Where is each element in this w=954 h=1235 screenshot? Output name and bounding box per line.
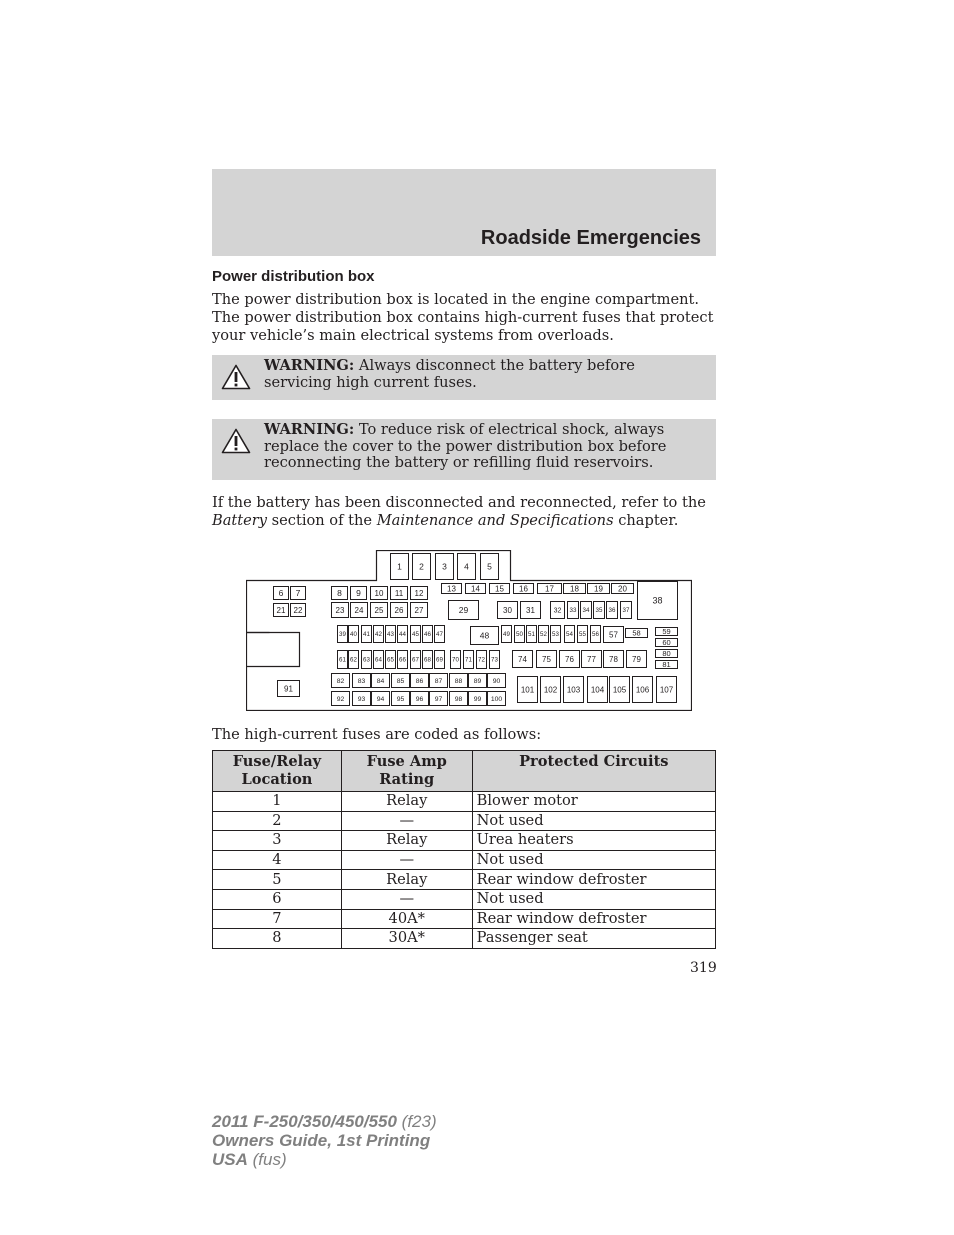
warning-label: WARNING: <box>264 421 355 438</box>
protected-circuit-cell: Not used <box>472 889 715 909</box>
footer-market: USA <box>212 1150 248 1169</box>
fuse-number-label: 71 <box>465 656 472 664</box>
fuse-slot-2 <box>413 554 431 580</box>
fuse-number-label: 68 <box>424 656 431 664</box>
fuse-slot-106 <box>633 677 653 703</box>
fuse-number-label: 64 <box>375 656 382 664</box>
fuse-slot-102 <box>541 677 561 703</box>
fuse-number-label: 80 <box>662 649 671 659</box>
fuse-slot-55 <box>578 626 588 643</box>
fuse-slot-82 <box>332 674 350 688</box>
fuse-slot-46 <box>423 626 433 643</box>
fuse-slot-60 <box>656 638 678 647</box>
fuse-number-label: 45 <box>412 631 419 639</box>
fuse-number-label: 99 <box>473 695 482 703</box>
fuse-number-label: 97 <box>434 695 443 703</box>
fuse-slot-8 <box>332 587 348 600</box>
fuse-slot-33 <box>568 602 579 619</box>
table-row <box>213 929 716 949</box>
fuse-slot-1 <box>391 554 409 580</box>
fuse-slot-10 <box>371 587 388 600</box>
footer <box>212 1112 437 1169</box>
fuse-number-label: 44 <box>399 631 406 639</box>
warning-label: WARNING: <box>264 357 355 374</box>
fuse-slot-89 <box>469 674 487 688</box>
fuse-slot-34 <box>581 602 592 619</box>
protected-circuit-cell: Passenger seat <box>472 929 715 949</box>
fuse-rating-cell: — <box>341 811 472 831</box>
fuse-slot-104 <box>588 677 608 703</box>
fuse-slot-58 <box>626 629 648 638</box>
fuse-number-label: 77 <box>587 654 596 664</box>
fuse-number-label: 20 <box>618 584 627 594</box>
fuse-slot-47 <box>435 626 445 643</box>
fuse-number-label: 78 <box>609 654 618 664</box>
fuse-slot-71 <box>464 651 474 669</box>
fuse-rating-cell: Relay <box>341 870 472 890</box>
fuse-number-label: 9 <box>356 588 361 599</box>
fuse-number-label: 73 <box>491 656 498 664</box>
column-header-rating: Fuse Amp Rating <box>341 751 472 792</box>
fuse-slot-27 <box>411 603 428 618</box>
fuse-number-label: 30 <box>503 605 512 615</box>
fuse-number-label: 22 <box>293 605 303 615</box>
fuse-number-label: 46 <box>424 631 431 639</box>
warning-box-2 <box>212 419 716 480</box>
fuse-number-label: 27 <box>414 605 424 615</box>
fuse-slot-5 <box>481 554 499 580</box>
warning-triangle-icon <box>221 364 251 390</box>
fuse-number-label: 7 <box>295 588 301 599</box>
fuse-number-label: 74 <box>518 654 527 664</box>
fuse-number-label: 36 <box>608 607 616 615</box>
fuse-number-label: 8 <box>337 588 342 599</box>
fuse-slot-22 <box>291 604 306 617</box>
fuse-number-label: 13 <box>447 584 456 594</box>
fuse-slot-96 <box>411 692 429 706</box>
fuse-number-label: 42 <box>375 631 382 639</box>
fuse-rating-cell: 30A* <box>341 929 472 949</box>
fuse-number-label: 84 <box>376 677 385 685</box>
table-row <box>213 811 716 831</box>
column-header-location: Fuse/Relay Location <box>213 751 342 792</box>
fuse-number-label: 58 <box>632 628 641 638</box>
protected-circuit-cell: Rear window defroster <box>472 870 715 890</box>
fuse-slot-69 <box>435 651 445 669</box>
fuse-slot-6 <box>274 587 289 600</box>
fuse-slot-74 <box>513 651 533 668</box>
fuse-number-label: 14 <box>471 584 480 594</box>
page-number: 319 <box>690 960 717 976</box>
fuse-slot-93 <box>353 692 371 706</box>
fuse-slot-80 <box>656 649 678 658</box>
fuse-slot-32 <box>551 602 565 619</box>
fuse-slot-21 <box>274 604 289 617</box>
fuse-number-label: 37 <box>622 607 630 615</box>
fuse-number-label: 107 <box>659 685 674 695</box>
fuse-slot-25 <box>371 603 388 618</box>
footer-model-code: (f23) <box>396 1112 437 1131</box>
fuse-slot-15 <box>490 584 510 594</box>
fuse-slot-65 <box>386 651 396 669</box>
fuse-slot-3 <box>436 554 454 580</box>
fuse-location-cell: 6 <box>213 889 342 909</box>
fuse-number-label: 85 <box>396 677 405 685</box>
fuse-number-label: 89 <box>473 677 482 685</box>
fuse-number-label: 17 <box>545 584 554 594</box>
fuse-number-label: 94 <box>376 695 385 703</box>
fuse-location-cell: 5 <box>213 870 342 890</box>
fuse-number-label: 31 <box>526 605 535 615</box>
fuse-number-label: 98 <box>454 695 463 703</box>
fuse-number-label: 39 <box>339 631 346 639</box>
fuse-number-label: 25 <box>374 605 384 615</box>
fuse-number-label: 60 <box>662 638 671 648</box>
fuse-slot-24 <box>351 603 368 618</box>
fuse-slot-88 <box>450 674 468 688</box>
protected-circuit-cell: Rear window defroster <box>472 909 715 929</box>
fuse-slot-79 <box>627 651 647 668</box>
fuse-number-label: 23 <box>335 605 345 615</box>
fuse-box-diagram <box>246 550 692 711</box>
fuse-rating-cell: — <box>341 850 472 870</box>
fuse-number-label: 95 <box>396 695 405 703</box>
fuse-number-label: 3 <box>442 561 447 572</box>
fuse-location-cell: 3 <box>213 831 342 851</box>
fuse-slot-92 <box>332 692 350 706</box>
fuse-slot-78 <box>604 651 624 668</box>
fuse-slot-13 <box>442 584 462 594</box>
fuse-slot-19 <box>588 584 610 594</box>
fuse-number-label: 100 <box>490 695 503 703</box>
fuse-slot-26 <box>391 603 408 618</box>
fuse-slot-87 <box>430 674 448 688</box>
table-row <box>213 792 716 812</box>
fuse-number-label: 29 <box>458 605 469 616</box>
fuse-slot-83 <box>353 674 371 688</box>
fuse-number-label: 59 <box>662 627 671 637</box>
table-row <box>213 831 716 851</box>
fuse-slot-29 <box>449 601 479 620</box>
table-intro: The high-current fuses are coded as follows: <box>212 726 542 743</box>
fuse-slot-73 <box>490 651 500 669</box>
warning-triangle-icon <box>221 428 251 454</box>
fuse-slot-100 <box>488 692 506 706</box>
fuse-number-label: 35 <box>595 607 603 615</box>
fuse-number-label: 4 <box>464 561 469 572</box>
fuse-number-label: 18 <box>570 584 579 594</box>
fuse-number-label: 19 <box>594 584 603 594</box>
fuse-number-label: 79 <box>632 654 641 664</box>
fuse-number-label: 34 <box>582 607 590 615</box>
chapter-ref: Maintenance and Specifications <box>376 512 614 529</box>
fuse-number-label: 75 <box>542 654 551 664</box>
fuse-number-label: 106 <box>635 685 650 695</box>
fuse-slot-49 <box>502 626 512 643</box>
fuse-slot-43 <box>386 626 396 643</box>
fuse-number-label: 82 <box>336 677 345 685</box>
fuse-number-label: 32 <box>553 607 562 615</box>
fuse-slot-84 <box>372 674 390 688</box>
fuse-slot-12 <box>411 587 428 600</box>
fuse-location-cell: 7 <box>213 909 342 929</box>
fuse-number-label: 91 <box>284 684 293 694</box>
fuse-slot-72 <box>477 651 487 669</box>
fuse-slot-38 <box>638 582 678 620</box>
fuse-number-label: 11 <box>394 588 404 598</box>
fuse-slot-68 <box>423 651 433 669</box>
fuse-slot-57 <box>604 627 624 643</box>
protected-circuit-cell: Not used <box>472 850 715 870</box>
fuse-number-label: 69 <box>436 656 443 664</box>
protected-circuit-cell: Not used <box>472 811 715 831</box>
fuse-number-label: 1 <box>397 561 402 572</box>
fuse-slot-51 <box>527 626 537 643</box>
footer-guide: Owners Guide, 1st Printing <box>212 1131 431 1150</box>
fuse-number-label: 104 <box>590 685 605 695</box>
fuse-number-label: 40 <box>350 631 357 639</box>
fuse-number-label: 102 <box>543 685 558 695</box>
fuse-slot-94 <box>372 692 390 706</box>
fuse-number-label: 50 <box>516 631 523 639</box>
fuse-rating-cell: Relay <box>341 831 472 851</box>
table-row <box>213 909 716 929</box>
fuse-location-cell: 8 <box>213 929 342 949</box>
fuse-slot-103 <box>564 677 584 703</box>
fuse-number-label: 41 <box>363 631 370 639</box>
warning-box-1 <box>212 355 716 400</box>
table-row <box>213 850 716 870</box>
fuse-number-label: 88 <box>454 677 463 685</box>
fuse-slot-7 <box>291 587 306 600</box>
fuse-number-label: 76 <box>565 654 574 664</box>
fuse-slot-64 <box>374 651 384 669</box>
fuse-slot-61 <box>338 651 348 669</box>
fuse-slot-20 <box>612 584 634 594</box>
fuse-slot-95 <box>392 692 410 706</box>
fuse-number-label: 61 <box>339 656 346 664</box>
fuse-slot-31 <box>521 602 541 619</box>
fuse-slot-107 <box>657 677 677 703</box>
fuse-number-label: 51 <box>528 631 535 639</box>
battery-section-ref: Battery <box>212 512 268 529</box>
fuse-number-label: 87 <box>434 677 443 685</box>
fuse-number-label: 81 <box>662 660 671 670</box>
fuse-slot-97 <box>430 692 448 706</box>
fuse-location-cell: 1 <box>213 792 342 812</box>
section-heading: Power distribution box <box>212 268 375 285</box>
fuse-slot-105 <box>610 677 630 703</box>
fuse-number-label: 12 <box>414 588 424 598</box>
fuse-slot-62 <box>349 651 359 669</box>
fuse-number-label: 67 <box>412 656 419 664</box>
fuse-number-label: 70 <box>452 656 459 664</box>
fuse-number-label: 62 <box>350 656 357 664</box>
fuse-slot-44 <box>398 626 408 643</box>
fuse-number-label: 92 <box>336 695 345 703</box>
fuse-number-label: 63 <box>363 656 370 664</box>
fuse-slot-85 <box>392 674 410 688</box>
fuse-slot-67 <box>411 651 421 669</box>
fuse-slot-99 <box>469 692 487 706</box>
fuse-number-label: 93 <box>357 695 366 703</box>
fuse-number-label: 43 <box>387 631 394 639</box>
fuse-slot-91 <box>278 681 300 697</box>
fuse-number-label: 90 <box>492 677 501 685</box>
fuse-rating-cell: Relay <box>341 792 472 812</box>
fuse-slot-48 <box>471 627 499 645</box>
fuse-slot-75 <box>537 651 557 668</box>
fuse-number-label: 57 <box>609 630 618 640</box>
fuse-number-label: 65 <box>387 656 394 664</box>
fuse-location-cell: 4 <box>213 850 342 870</box>
fuse-number-label: 66 <box>399 656 406 664</box>
section-title: Roadside Emergencies <box>480 227 701 249</box>
fuse-slot-18 <box>564 584 586 594</box>
fuse-number-label: 6 <box>278 588 284 599</box>
fuse-number-label: 83 <box>357 677 366 685</box>
footer-model: 2011 F-250/350/450/550 <box>212 1112 397 1131</box>
fuse-rating-cell: — <box>341 889 472 909</box>
fuse-slot-56 <box>591 626 601 643</box>
fuse-slot-86 <box>411 674 429 688</box>
fuse-number-label: 16 <box>519 584 528 594</box>
footer-market-code: (fus) <box>247 1150 287 1169</box>
fuse-slot-50 <box>515 626 525 643</box>
fuse-slot-90 <box>488 674 506 688</box>
warning-text: To reduce risk of electrical shock, always replace the cover to the power distribution box before reconnecting the battery or refilling fluid reservoirs. <box>264 421 667 471</box>
fuse-slot-14 <box>466 584 486 594</box>
fuse-number-label: 24 <box>354 605 364 615</box>
fuse-slot-35 <box>594 602 605 619</box>
fuse-number-label: 38 <box>652 595 663 606</box>
fuse-slot-9 <box>351 587 367 600</box>
fuse-slot-63 <box>362 651 372 669</box>
fuse-number-label: 72 <box>478 656 485 664</box>
fuse-slot-17 <box>538 584 562 594</box>
fuse-number-label: 52 <box>540 631 547 639</box>
fuse-slot-98 <box>450 692 468 706</box>
fuse-slot-53 <box>551 626 561 643</box>
fuse-rating-cell: 40A* <box>341 909 472 929</box>
fuse-number-label: 48 <box>479 630 490 641</box>
reference-text: If the battery has been disconnected and reconnected, refer to the <box>212 494 706 511</box>
fuse-slot-81 <box>656 660 678 669</box>
fuse-number-label: 15 <box>495 584 504 594</box>
warning-text: Always disconnect the battery before servicing high current fuses. <box>264 357 635 391</box>
fuse-slot-30 <box>498 602 518 619</box>
fuse-slot-23 <box>332 603 349 618</box>
fuse-slot-37 <box>621 602 632 619</box>
fuse-slot-77 <box>582 651 602 668</box>
fuse-slot-16 <box>514 584 534 594</box>
fuse-number-label: 105 <box>612 685 627 695</box>
fuse-number-label: 53 <box>552 631 559 639</box>
fuse-number-label: 21 <box>276 605 286 615</box>
fuse-number-label: 47 <box>436 631 443 639</box>
fuse-slot-52 <box>539 626 549 643</box>
reference-paragraph <box>212 494 716 530</box>
fuse-number-label: 55 <box>579 631 586 639</box>
fuse-slot-39 <box>338 626 348 643</box>
fuse-number-label: 103 <box>566 685 581 695</box>
fuse-number-label: 49 <box>503 631 510 639</box>
protected-circuit-cell: Urea heaters <box>472 831 715 851</box>
reference-text: chapter. <box>613 512 679 529</box>
fuse-slot-45 <box>411 626 421 643</box>
table-row <box>213 870 716 890</box>
fuse-number-label: 54 <box>566 631 573 639</box>
fuse-slot-4 <box>458 554 476 580</box>
fuse-number-label: 33 <box>569 607 577 615</box>
fuse-slot-66 <box>398 651 408 669</box>
fuse-slot-59 <box>656 627 678 636</box>
reference-text: section of the <box>267 512 377 529</box>
table-row <box>213 889 716 909</box>
fuse-number-label: 56 <box>592 631 599 639</box>
fuse-table <box>212 750 716 949</box>
fuse-number-label: 101 <box>520 685 535 695</box>
fuse-slot-41 <box>362 626 372 643</box>
fuse-number-label: 5 <box>487 561 492 572</box>
fuse-slot-76 <box>560 651 580 668</box>
column-header-circuits: Protected Circuits <box>472 751 715 792</box>
fuse-slot-54 <box>565 626 575 643</box>
fuse-slot-42 <box>374 626 384 643</box>
fuse-slot-70 <box>451 651 461 669</box>
fuse-number-label: 96 <box>415 695 424 703</box>
fuse-slot-101 <box>518 677 538 703</box>
fuse-number-label: 2 <box>419 561 424 572</box>
fuse-slot-40 <box>349 626 359 643</box>
fuse-location-cell: 2 <box>213 811 342 831</box>
fuse-number-label: 10 <box>374 588 384 598</box>
header-band <box>212 169 716 256</box>
table-header-row <box>213 751 716 792</box>
fuse-number-label: 26 <box>394 605 404 615</box>
fuse-slot-36 <box>607 602 618 619</box>
fuse-number-label: 86 <box>415 677 424 685</box>
fuse-slot-11 <box>391 587 408 600</box>
protected-circuit-cell: Blower motor <box>472 792 715 812</box>
intro-paragraph: The power distribution box is located in the engine compartment. The power distribution box contains high-current fuses that protect your vehicle’s main electrical systems from overloads. <box>212 291 714 344</box>
